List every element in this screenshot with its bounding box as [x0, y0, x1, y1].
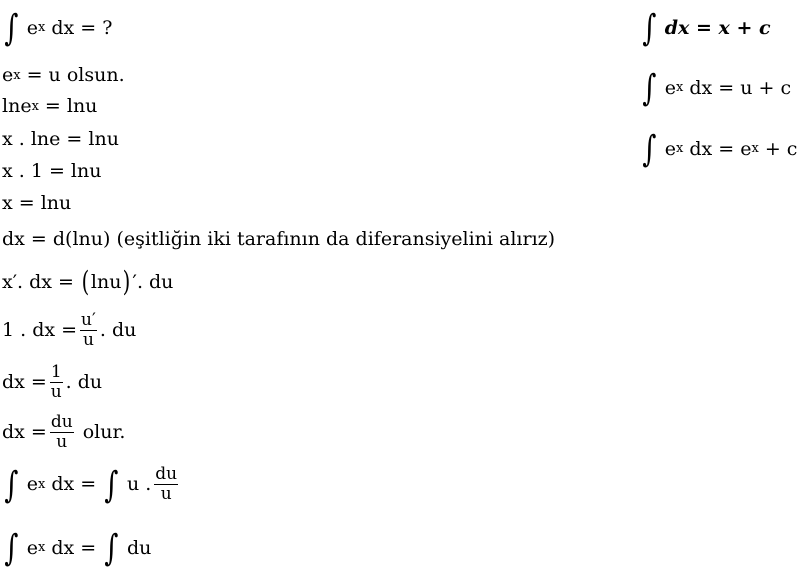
text: e — [664, 76, 677, 99]
text: du — [126, 536, 152, 559]
text: dx = u + c — [689, 76, 792, 99]
text: e — [26, 473, 39, 495]
denominator: u — [50, 382, 62, 402]
text: e — [2, 64, 14, 86]
integral-sign: ∫ — [4, 8, 19, 49]
result-line-3: ∫ e x dx = e x + c — [642, 129, 798, 170]
text: dx = — [2, 421, 47, 443]
fraction — [50, 364, 63, 401]
text: = lnu — [44, 95, 98, 117]
text: x′. dx = — [2, 270, 74, 293]
text: x . lne = lnu — [2, 128, 119, 150]
text: + c — [764, 137, 798, 160]
text: dx = — [51, 536, 97, 559]
integral-sign: ∫ — [4, 528, 19, 569]
integral-sign: ∫ — [642, 129, 657, 170]
text: x . 1 = lnu — [2, 160, 102, 182]
equation-line-3: lne x = lnu — [2, 95, 98, 117]
integral-sign: ∫ — [642, 8, 657, 49]
fraction — [154, 466, 178, 503]
integral-sign: ∫ — [104, 528, 119, 569]
equation-line-12: ∫ e x dx = ∫ u . $\frac{du}{u}$ — [4, 464, 178, 506]
text: lnu — [90, 270, 122, 293]
text: e — [664, 137, 677, 160]
text: u . — [126, 473, 152, 495]
text: dx = d(lnu) (eşitliğin iki tarafının da diferansiyelini alırız) — [2, 228, 556, 250]
text: dx = — [51, 473, 97, 495]
integral-sign: ∫ — [4, 464, 19, 506]
numerator: 1 — [50, 362, 62, 382]
text: lne — [2, 95, 32, 117]
text: 1 . dx = — [2, 319, 78, 341]
text: = u olsun. — [26, 64, 125, 86]
text: . du — [136, 270, 174, 293]
text: olur. — [82, 421, 126, 443]
result-line-2: ∫ e x dx = u + c — [642, 68, 792, 109]
denominator: u — [160, 484, 172, 504]
text: dx = x + c — [664, 16, 771, 39]
fraction — [50, 414, 74, 451]
open-paren: ( — [81, 265, 90, 298]
text: e — [26, 536, 39, 559]
integral-sign: ∫ — [642, 68, 657, 109]
numerator: u′ — [81, 310, 96, 330]
equation-line-4 — [2, 130, 119, 149]
equation-line-5 — [2, 162, 101, 181]
text: dx = — [2, 371, 47, 393]
close-paren: ) — [123, 265, 131, 298]
equation-line-6 — [2, 194, 71, 213]
numerator: du — [50, 412, 73, 432]
equation-line-1: ∫ e x dx = ? — [4, 8, 113, 49]
equation-line-11 — [2, 414, 125, 451]
equation-line-8: x′. dx = ( lnu ) ′ . du — [2, 265, 174, 298]
text: dx = e — [689, 137, 752, 160]
text: . du — [99, 319, 137, 341]
result-line-1 — [640, 8, 771, 49]
integral-sign: ∫ — [104, 464, 119, 506]
text: x = lnu — [2, 192, 72, 214]
text: e — [26, 16, 39, 39]
fraction — [80, 312, 97, 349]
denominator: u — [56, 432, 68, 452]
equation-line-2: e x = u olsun. — [2, 64, 125, 86]
numerator: du — [155, 464, 178, 484]
equation-line-7 — [2, 230, 555, 249]
text: . du — [65, 371, 103, 393]
equation-line-9 — [2, 312, 136, 349]
equation-line-10 — [2, 364, 102, 401]
equation-line-13: ∫ e x dx = ∫ du — [4, 528, 152, 569]
denominator: u — [82, 330, 94, 350]
text: dx = ? — [51, 16, 113, 39]
